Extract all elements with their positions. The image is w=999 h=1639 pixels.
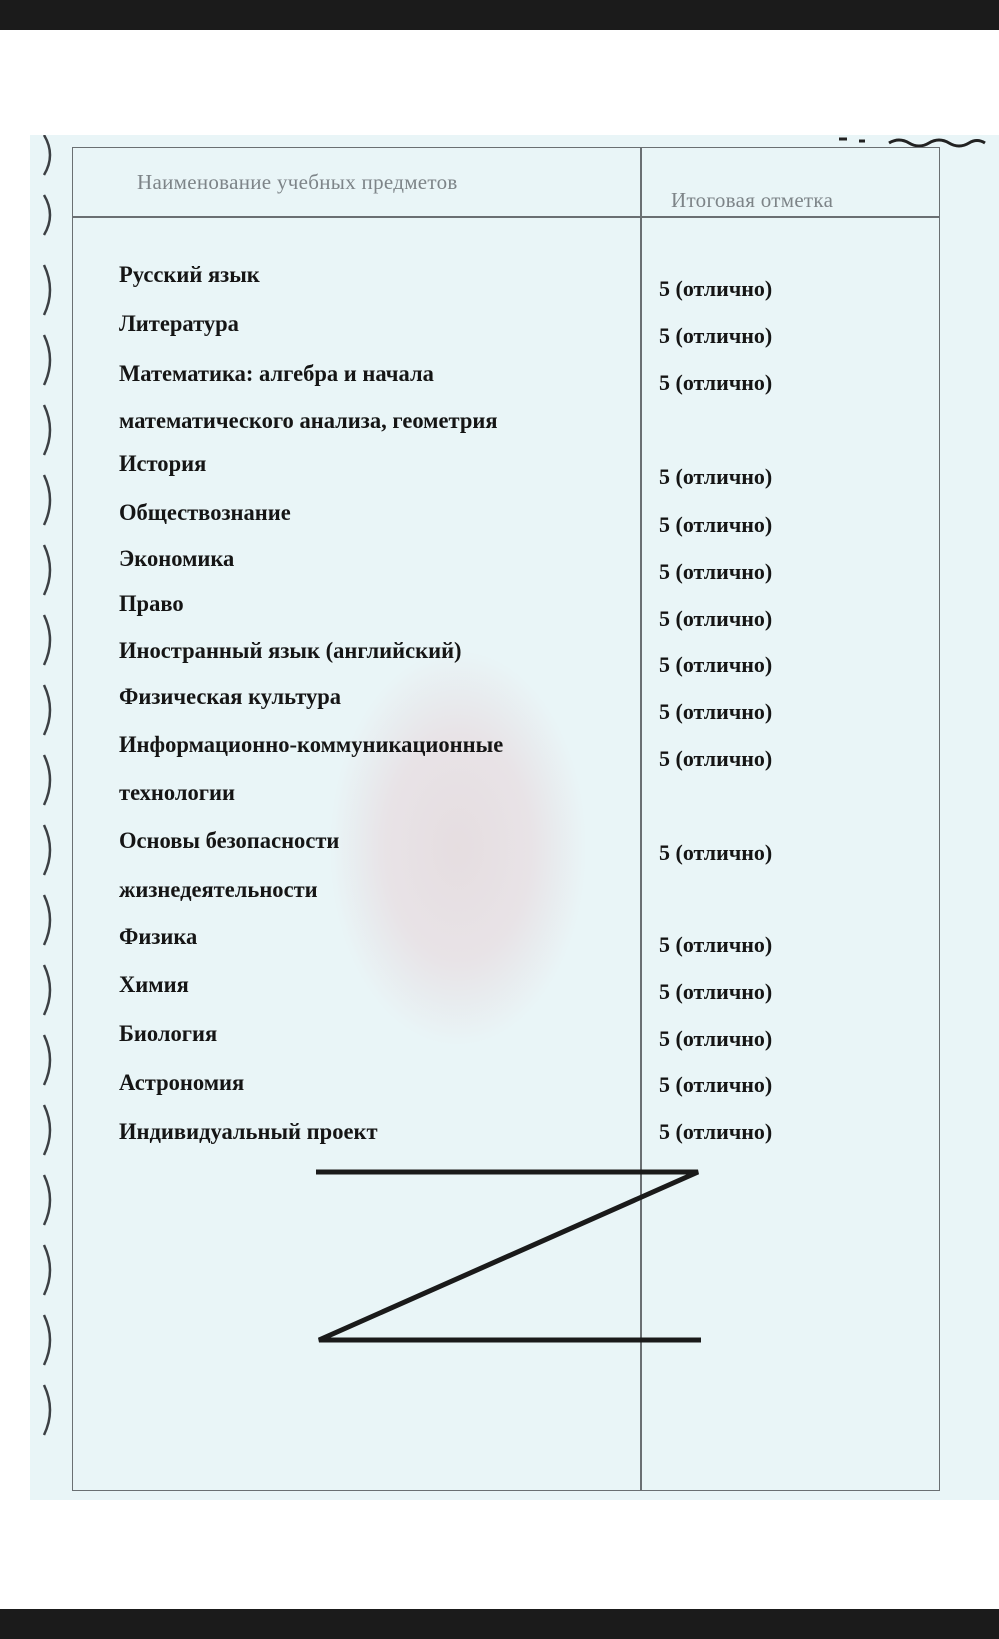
binding-spiral xyxy=(30,135,60,1500)
subject-cell: История xyxy=(119,451,207,476)
grade-cell: 5 (отлично) xyxy=(659,932,773,957)
grade-cell: 5 (отлично) xyxy=(659,1119,773,1144)
grade-cell: 5 (отлично) xyxy=(659,1026,773,1051)
grade-column-header: Итоговая отметка xyxy=(671,188,834,212)
grade-cell: 5 (отлично) xyxy=(659,840,773,865)
grade-cell: 5 (отлично) xyxy=(659,276,773,301)
subject-column-header: Наименование учебных предметов xyxy=(137,170,458,194)
subject-cell: Индивидуальный проект xyxy=(119,1119,378,1144)
subject-cell: Экономика xyxy=(119,546,235,571)
grade-cell: 5 (отлично) xyxy=(659,606,773,631)
subject-cell: Биология xyxy=(119,1021,218,1046)
grade-cell: 5 (отлично) xyxy=(659,559,773,584)
subject-cell: Основы безопасности xyxy=(119,828,340,853)
grades-rows xyxy=(73,148,939,1490)
subject-cell: Право xyxy=(119,591,184,616)
subject-cell: Химия xyxy=(119,972,189,997)
subject-cell-continuation: жизнедеятельности xyxy=(119,877,318,902)
subject-cell: Астрономия xyxy=(119,1070,245,1095)
subject-cell: Литература xyxy=(119,311,239,336)
subject-cell: Русский язык xyxy=(119,262,260,287)
grade-cell: 5 (отлично) xyxy=(659,979,773,1004)
grade-cell: 5 (отлично) xyxy=(659,323,773,348)
subject-cell-continuation: математического анализа, геометрия xyxy=(119,408,498,433)
subject-cell: Информационно-коммуникационные xyxy=(119,732,504,757)
subject-cell: Физическая культура xyxy=(119,684,342,709)
grade-cell: 5 (отлично) xyxy=(659,1072,773,1097)
document-page xyxy=(30,135,999,1500)
bottom-frame-bar xyxy=(0,1609,999,1639)
grade-cell: 5 (отлично) xyxy=(659,370,773,395)
grade-cell: 5 (отлично) xyxy=(659,512,773,537)
subject-cell: Математика: алгебра и начала xyxy=(119,361,434,386)
subject-cell-continuation: технологии xyxy=(119,780,235,805)
subject-cell: Иностранный язык (английский) xyxy=(119,638,462,663)
subject-cell: Обществознание xyxy=(119,500,291,525)
top-frame-bar xyxy=(0,0,999,30)
grades-table xyxy=(72,147,940,1491)
subject-cell: Физика xyxy=(119,924,198,949)
grade-cell: 5 (отлично) xyxy=(659,699,773,724)
grade-cell: 5 (отлично) xyxy=(659,746,773,771)
grade-cell: 5 (отлично) xyxy=(659,464,773,489)
grade-cell: 5 (отлично) xyxy=(659,652,773,677)
